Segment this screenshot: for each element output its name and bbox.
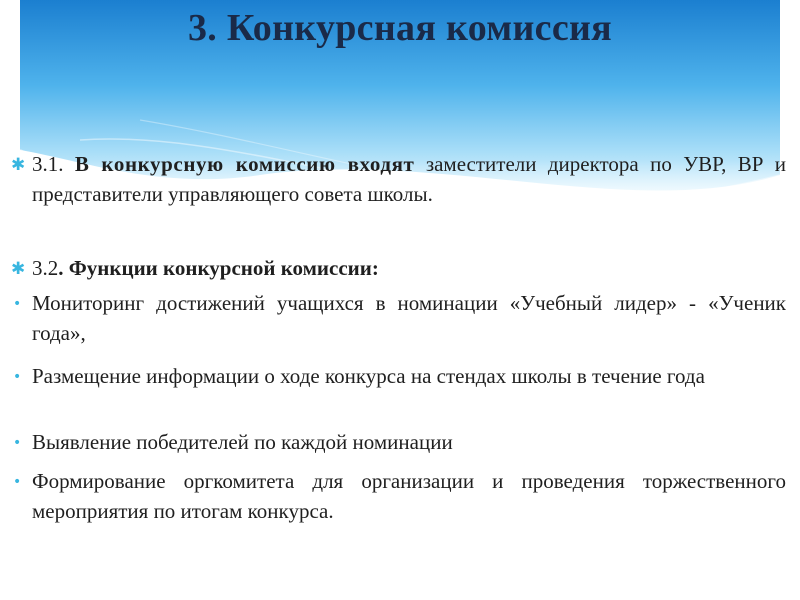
section-bold-text: . Функции конкурсной комиссии: (58, 256, 379, 280)
bullet-dot-icon: • (13, 474, 22, 490)
slide-title: 3. Конкурсная комиссия (187, 7, 613, 49)
paragraph-3-1 (32, 149, 786, 209)
function-item: Размещение информации о ходе конкурса на стендах школы в течение года (32, 364, 705, 388)
bullet-dot-icon: • (13, 435, 22, 451)
function-item: Формирование оргкомитета для организации и проведения торжественного мероприятия по итогам конкурса. (32, 469, 786, 523)
function-item: Мониторинг достижений учащихся в номинации «Учебный лидер» - «Ученик года», (32, 291, 786, 345)
function-item: Выявление победителей по каждой номинации (32, 430, 453, 454)
bullet-dot-icon: • (13, 369, 22, 385)
section-number: 3.2 (32, 256, 59, 280)
paragraph-3-2 (32, 253, 786, 283)
section-bold-text: В конкурсную комиссию входят (74, 152, 415, 176)
star-bullet-icon: ✱ (11, 259, 26, 279)
star-bullet-icon: ✱ (11, 155, 26, 175)
section-text: заместители директора по УВР, ВР и представители управляющего совета школы. (32, 152, 787, 206)
section-number: 3.1. (32, 152, 64, 176)
bullet-dot-icon: • (13, 296, 22, 312)
